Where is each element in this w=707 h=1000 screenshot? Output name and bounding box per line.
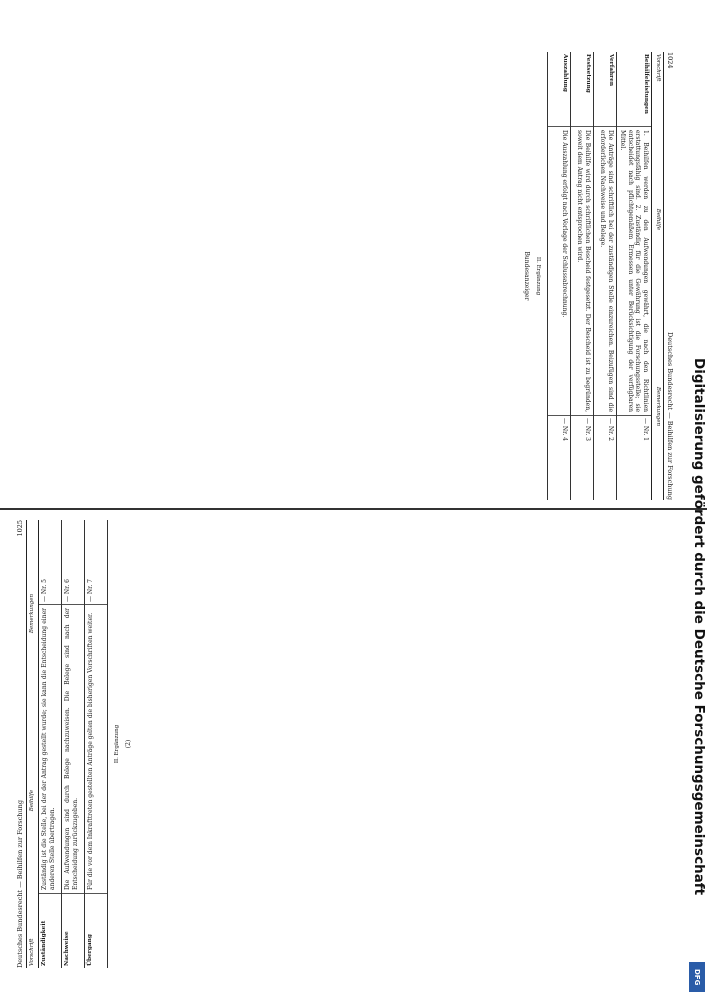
bottom-row-side: — Nr. 6 bbox=[62, 520, 84, 605]
bottom-row bbox=[85, 520, 108, 968]
top-row bbox=[593, 52, 616, 500]
top-row-side: — Nr. 1 bbox=[617, 415, 651, 500]
top-row-text: Die Anträge sind schriftlich bei der zuständigen Stelle einzureichen. Beizufügen sind die erforderlichen Nachweise und Belege. bbox=[599, 130, 614, 412]
bottom-column-headers bbox=[27, 520, 39, 968]
bottom-row-side: — Nr. 5 bbox=[39, 520, 61, 605]
top-row-label: Beihilfeleistungen bbox=[617, 52, 651, 127]
dfg-logo-icon: DFG bbox=[689, 962, 705, 992]
bottom-row-label: Übergang bbox=[85, 893, 107, 968]
top-page-header bbox=[663, 52, 676, 500]
bottom-page-running-title: Deutsches Bundesrecht — Beihilfen zur Forschung bbox=[16, 800, 24, 968]
top-page-running-title: Deutsches Bundesrecht — Beihilfen zur Forschung bbox=[666, 332, 674, 500]
bottom-row-text: Zuständig ist die Stelle, bei der der Antrag gestellt wurde; sie kann die Entscheidung einer anderen Stelle übertragen. bbox=[41, 608, 56, 890]
bottom-page bbox=[14, 520, 676, 968]
top-row bbox=[547, 52, 570, 500]
bottom-page-rotated bbox=[14, 520, 676, 968]
bottom-col-3: Bemerkungen bbox=[29, 593, 36, 634]
bottom-col-1: Vorschrift bbox=[29, 938, 36, 966]
top-note: II. Ergänzung bbox=[535, 256, 541, 296]
top-page bbox=[14, 52, 676, 500]
top-row-label: Auszahlung bbox=[548, 52, 570, 127]
dfg-funding-footer: Digitalisierung gefördert durch die Deutsche Forschungsgemeinschaft bbox=[691, 358, 707, 896]
top-row-label: Festsetzung bbox=[571, 52, 593, 127]
bottom-row-side: — Nr. 7 bbox=[85, 520, 107, 605]
top-col-2: Beihilfe bbox=[654, 208, 661, 231]
bottom-row bbox=[39, 520, 62, 968]
top-row bbox=[616, 52, 651, 500]
top-page-number: 1024 bbox=[666, 52, 674, 69]
top-row-text: 1. Beihilfen werden zu den Aufwendungen gewährt, die nach den Richtlinien erstattungsfähig sind. 2. Zuständig für die Gewährung ist die Forschungsstelle; sie entscheidet nach pflichtgemäßem Ermessen unter Berücksichtigung der verfügbaren Mittel. bbox=[619, 130, 649, 412]
bottom-col-2: Beihilfe bbox=[29, 789, 36, 812]
bottom-row-label: Nachweise bbox=[62, 893, 84, 968]
bottom-row-label: Zuständigkeit bbox=[39, 893, 61, 968]
top-row-side: — Nr. 3 bbox=[571, 415, 593, 500]
page-divider bbox=[0, 508, 707, 510]
bottom-row bbox=[62, 520, 85, 968]
top-row-text: Die Beihilfe wird durch schriftlichen Bescheid festgesetzt. Der Bescheid ist zu begründen, soweit dem Antrag nicht entsprochen wird. bbox=[576, 130, 591, 412]
bottom-note: II. Ergänzung bbox=[114, 724, 120, 764]
bottom-row-text: Für die vor dem Inkrafttreten gestellten Anträge gelten die bisherigen Vorschriften weiter. bbox=[87, 612, 94, 890]
bottom-page-foot: (2) bbox=[124, 739, 132, 749]
top-row-label: Verfahren bbox=[594, 52, 616, 127]
top-row-side: — Nr. 2 bbox=[594, 415, 616, 500]
top-column-headers bbox=[651, 52, 663, 500]
top-page-foot: Bundesanzeiger bbox=[523, 251, 531, 301]
bottom-page-number: 1025 bbox=[16, 520, 24, 537]
top-page-rotated bbox=[14, 52, 676, 500]
bottom-page-header bbox=[14, 520, 27, 968]
top-col-1: Vorschrift bbox=[654, 54, 661, 82]
top-col-3: Bemerkungen bbox=[654, 386, 661, 427]
top-row-side: — Nr. 4 bbox=[548, 415, 570, 500]
bottom-row-text: Die Aufwendungen sind durch Belege nachzuweisen. Die Belege sind nach der Entscheidung zurückzugeben. bbox=[64, 608, 79, 890]
top-row-text: Die Auszahlung erfolgt nach Vorlage der Schlussabrechnung. bbox=[561, 130, 568, 318]
top-row bbox=[570, 52, 593, 500]
